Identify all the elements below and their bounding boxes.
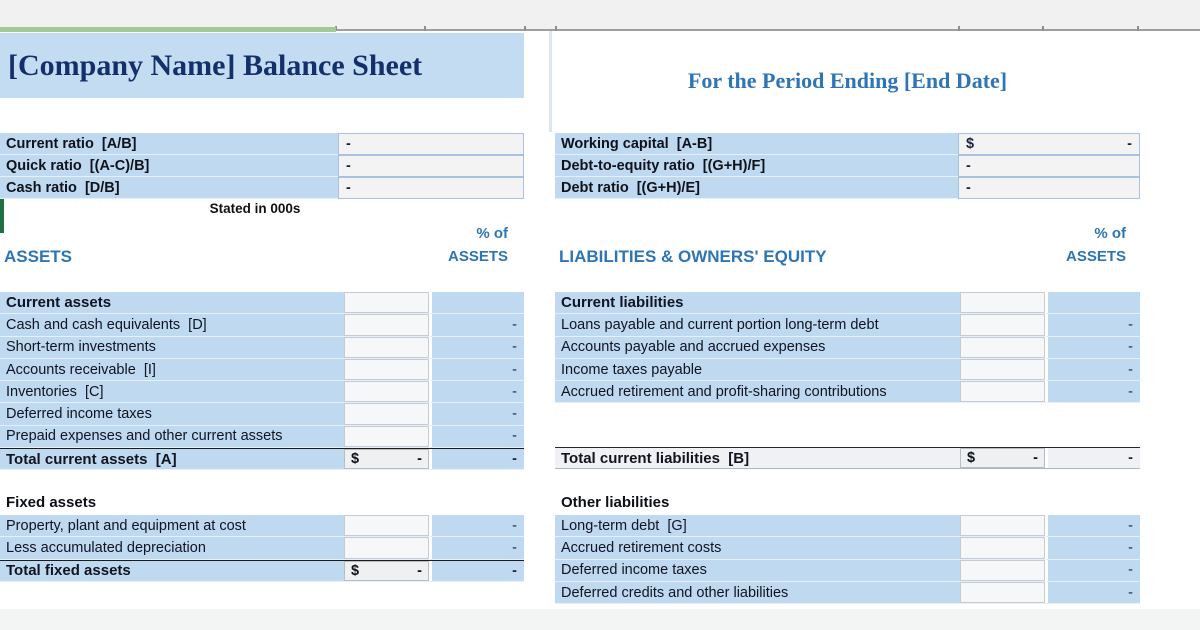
amount-cell[interactable] <box>960 515 1045 536</box>
total-row <box>0 560 524 582</box>
total-pct-cell[interactable]: - <box>429 561 524 581</box>
pct-cell[interactable] <box>429 292 524 313</box>
group-heading-label: Other liabilities <box>561 494 670 512</box>
ratio-value-cell[interactable]: - <box>958 155 1140 177</box>
total-value: - <box>417 451 422 468</box>
row-label: Income taxes payable <box>561 361 703 378</box>
amount-cell[interactable] <box>960 337 1045 358</box>
amount-cell[interactable] <box>344 537 429 558</box>
table-row <box>0 314 524 336</box>
ratio-value-cell[interactable]: - <box>338 155 524 177</box>
amount-cell[interactable] <box>960 537 1045 558</box>
column-tick <box>1042 26 1044 31</box>
total-value: - <box>417 562 422 579</box>
currency-symbol: $ <box>351 451 360 468</box>
row-label: Loans payable and current portion long-term debt <box>561 316 879 333</box>
group-header-row <box>0 292 524 314</box>
ratio-row <box>555 155 1140 177</box>
total-row <box>555 447 1140 469</box>
page-title: [Company Name] Balance Sheet <box>8 48 423 82</box>
ratio-row <box>555 133 1140 155</box>
table-row <box>555 582 1140 604</box>
amount-cell[interactable] <box>960 359 1045 380</box>
total-label: Total current liabilities [B] <box>561 449 750 467</box>
stated-in-note: Stated in 000s <box>209 201 301 216</box>
amount-cell[interactable] <box>344 337 429 358</box>
pct-cell[interactable]: - <box>1045 515 1140 536</box>
pct-heading-line1: % of <box>1094 225 1126 242</box>
table-row <box>0 359 524 381</box>
total-row <box>0 448 524 470</box>
liabilities-section-heading: LIABILITIES & OWNERS' EQUITY <box>559 247 827 266</box>
row-label: Less accumulated depreciation <box>6 539 206 556</box>
table-row <box>555 359 1140 381</box>
ratio-label: Working capital [A-B] <box>555 133 958 155</box>
amount-cell[interactable] <box>344 426 429 447</box>
column-tick <box>555 26 557 31</box>
table-row <box>555 515 1140 537</box>
total-amount-cell[interactable] <box>960 448 1045 468</box>
pct-cell[interactable]: - <box>429 337 524 358</box>
total-pct-cell[interactable]: - <box>429 449 524 469</box>
row-label: Accrued retirement and profit-sharing contributions <box>561 383 887 400</box>
column-tick <box>424 26 426 31</box>
ratio-label: Current ratio [A/B] <box>0 133 338 155</box>
table-row <box>555 314 1140 336</box>
pct-cell[interactable]: - <box>429 381 524 402</box>
assets-pct-column-heading <box>404 222 516 268</box>
liabilities-pct-column-heading <box>1022 222 1134 268</box>
row-label: Long-term debt [G] <box>561 517 687 534</box>
row-label: Deferred income taxes <box>561 562 707 579</box>
currency-symbol: $ <box>966 136 975 152</box>
ratio-row <box>0 155 524 177</box>
table-row <box>0 515 524 537</box>
table-row <box>555 381 1140 403</box>
ratio-value-cell[interactable]: - <box>338 133 524 155</box>
pct-cell[interactable]: - <box>429 426 524 447</box>
green-accent-strip <box>0 27 336 32</box>
assets-section-heading: ASSETS <box>4 247 73 266</box>
amount-cell[interactable] <box>344 314 429 335</box>
group-header-label: Current liabilities <box>561 294 684 312</box>
group-heading-row <box>555 491 1140 515</box>
column-tick <box>1137 26 1139 31</box>
pct-cell[interactable]: - <box>1045 359 1140 380</box>
table-row <box>0 403 524 425</box>
row-label: Prepaid expenses and other current assets <box>6 428 283 445</box>
table-row <box>0 381 524 403</box>
ratio-value-cell[interactable]: - <box>338 177 524 199</box>
ratio-row <box>0 177 524 199</box>
amount-cell[interactable] <box>344 515 429 536</box>
ratio-label: Quick ratio [(A-C)/B] <box>0 155 338 177</box>
total-value: - <box>1033 450 1038 467</box>
pct-heading-line2: ASSETS <box>447 248 508 265</box>
ratio-label: Cash ratio [D/B] <box>0 177 338 199</box>
ratio-value: - <box>1127 136 1132 152</box>
assets-table <box>0 292 524 582</box>
pct-cell[interactable] <box>1045 292 1140 313</box>
amount-cell[interactable] <box>344 381 429 402</box>
ratio-label: Debt-to-equity ratio [(G+H)/F] <box>555 155 958 177</box>
pct-cell[interactable]: - <box>1045 582 1140 603</box>
table-row <box>0 537 524 559</box>
total-label: Total fixed assets <box>6 562 131 580</box>
ratio-row <box>0 133 524 155</box>
total-label: Total current assets [A] <box>6 450 177 468</box>
ratio-row <box>555 177 1140 199</box>
amount-cell[interactable] <box>960 292 1045 313</box>
pct-cell[interactable]: - <box>1045 314 1140 335</box>
row-label: Deferred income taxes <box>6 406 152 423</box>
currency-symbol: $ <box>967 450 976 467</box>
amount-cell[interactable] <box>960 582 1045 603</box>
pct-cell[interactable]: - <box>1045 537 1140 558</box>
pct-cell[interactable]: - <box>1045 560 1140 581</box>
row-label: Accounts receivable [I] <box>6 361 156 378</box>
row-label: Accrued retirement costs <box>561 539 722 556</box>
table-row <box>0 426 524 448</box>
pct-cell[interactable]: - <box>429 403 524 424</box>
table-row <box>0 337 524 359</box>
group-heading-row <box>0 491 524 515</box>
currency-symbol: $ <box>351 562 360 579</box>
row-label: Deferred credits and other liabilities <box>561 584 789 601</box>
total-pct-cell[interactable]: - <box>1045 448 1140 468</box>
amount-cell[interactable] <box>344 403 429 424</box>
group-header-row <box>555 292 1140 314</box>
column-tick <box>958 26 960 31</box>
pct-cell[interactable]: - <box>1045 337 1140 358</box>
row-label: Inventories [C] <box>6 383 104 400</box>
group-header-label: Current assets <box>6 294 112 312</box>
pct-cell[interactable]: - <box>429 314 524 335</box>
table-row <box>555 537 1140 559</box>
row-label: Accounts payable and accrued expenses <box>561 339 826 356</box>
group-heading-label: Fixed assets <box>6 494 97 512</box>
row-label: Short-term investments <box>6 339 156 356</box>
ratio-value-cell[interactable] <box>958 133 1140 155</box>
row-gap <box>555 469 1140 491</box>
row-label: Property, plant and equipment at cost <box>6 517 246 534</box>
pct-cell[interactable]: - <box>429 515 524 536</box>
column-divider-line <box>549 31 552 132</box>
table-row <box>555 337 1140 359</box>
spreadsheet-bottom-band <box>0 609 1200 630</box>
amount-cell[interactable] <box>960 314 1045 335</box>
table-row <box>555 560 1140 582</box>
pct-cell[interactable]: - <box>429 537 524 558</box>
pct-cell[interactable]: - <box>429 359 524 380</box>
total-amount-cell[interactable] <box>344 449 429 469</box>
column-tick <box>524 26 526 31</box>
amount-cell[interactable] <box>960 381 1045 402</box>
row-gap <box>0 470 524 491</box>
ratio-label: Debt ratio [(G+H)/E] <box>555 177 958 199</box>
row-gap <box>555 403 1140 447</box>
row-label: Cash and cash equivalents [D] <box>6 316 207 333</box>
amount-cell[interactable] <box>960 560 1045 581</box>
amount-cell[interactable] <box>344 292 429 313</box>
period-heading: For the Period Ending [End Date] <box>687 68 1008 93</box>
amount-cell[interactable] <box>344 359 429 380</box>
ratios-right-table <box>555 133 1140 199</box>
pct-cell[interactable]: - <box>1045 381 1140 402</box>
ratios-left-table <box>0 133 524 199</box>
liabilities-table <box>555 292 1140 604</box>
pct-heading-line1: % of <box>476 225 508 242</box>
pct-heading-line2: ASSETS <box>1065 248 1126 265</box>
ratio-value-cell[interactable]: - <box>958 177 1140 199</box>
company-title-cell[interactable] <box>0 33 524 98</box>
total-amount-cell[interactable] <box>344 561 429 581</box>
